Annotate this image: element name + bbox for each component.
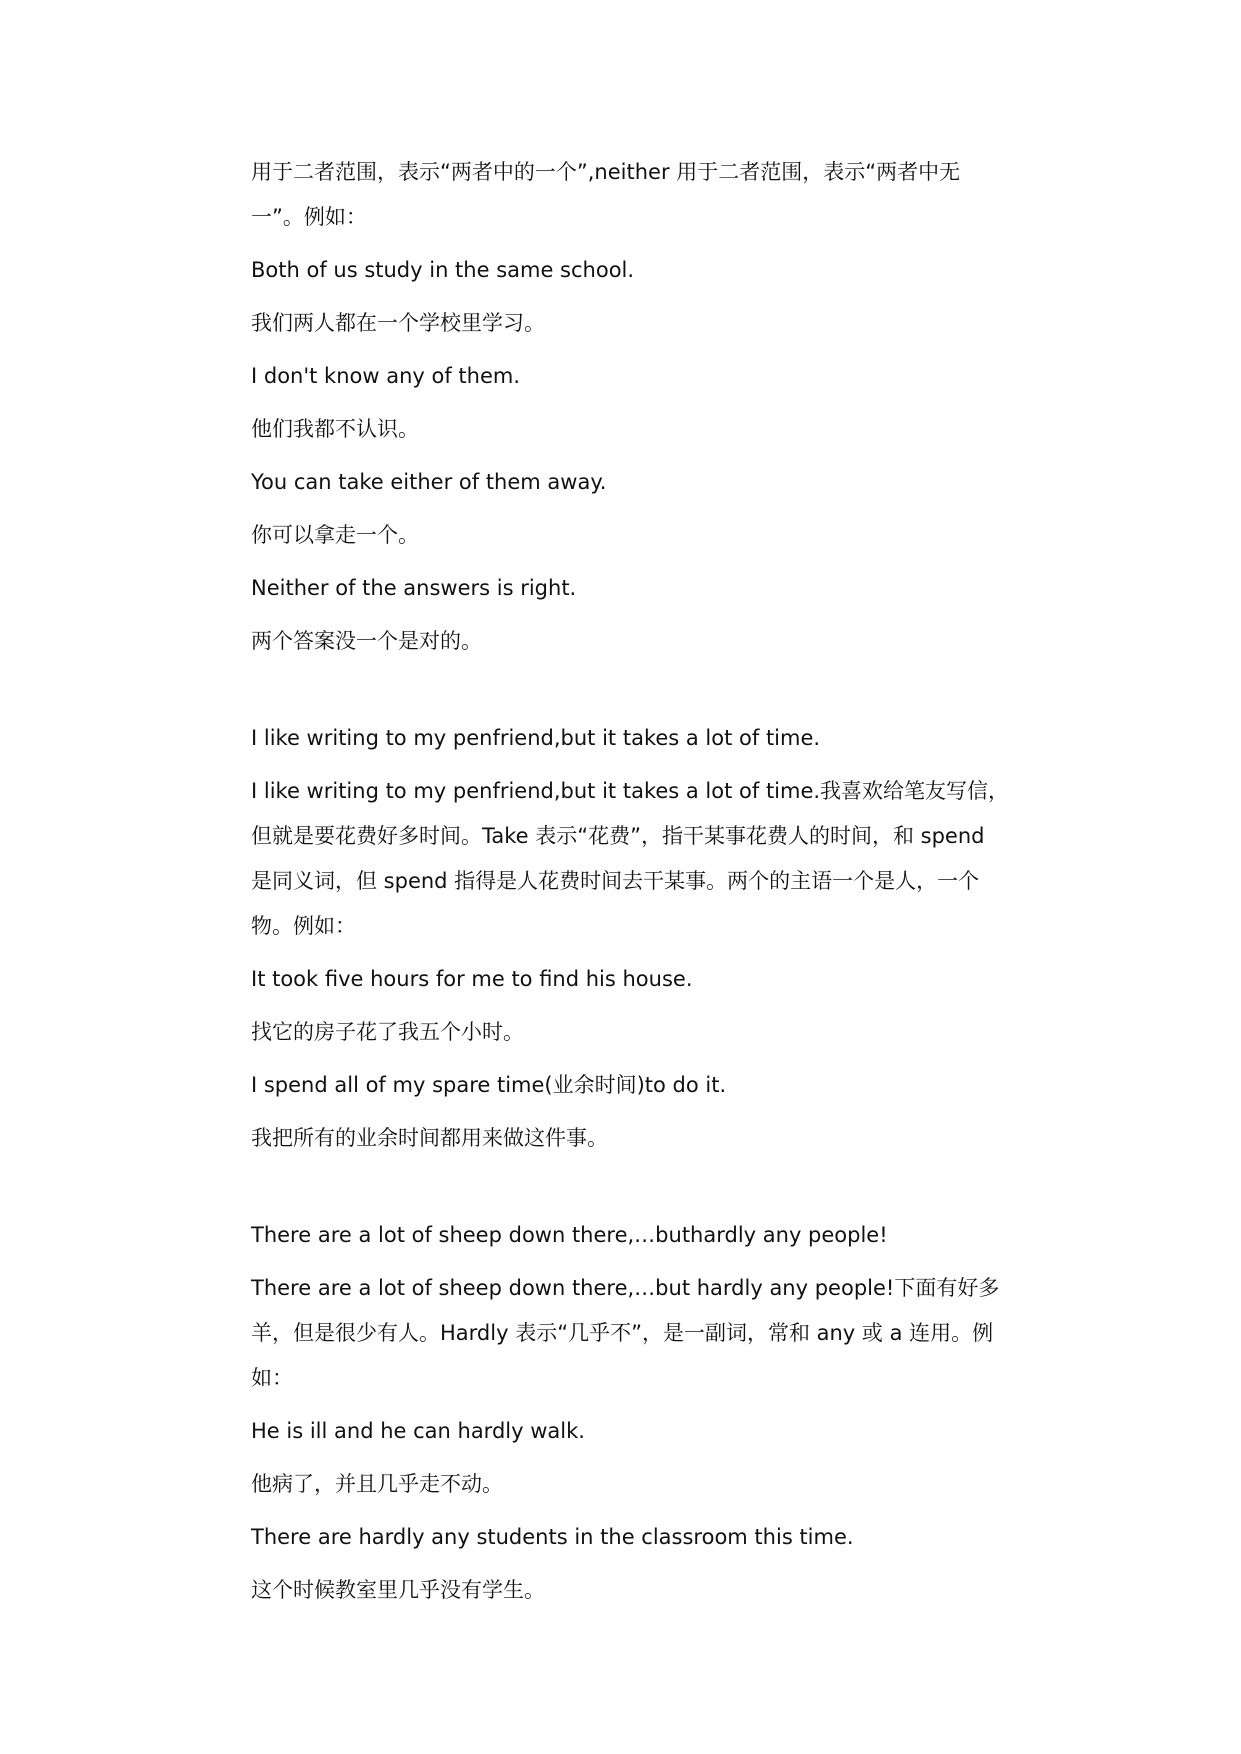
- paragraph: I like writing to my penfriend,but it takes a lot of time.: [251, 726, 821, 750]
- paragraph: He is ill and he can hardly walk.: [251, 1419, 585, 1443]
- document-body: [251, 150, 1011, 1621]
- paragraph: 我们两人都在一个学校里学习。: [251, 311, 545, 335]
- paragraph: 我把所有的业余时间都用来做这件事。: [251, 1126, 608, 1150]
- paragraph: 找它的房子花了我五个小时。: [251, 1020, 524, 1044]
- paragraph: I spend all of my spare time(业余时间)to do it.: [251, 1073, 727, 1097]
- paragraph: There are a lot of sheep down there,…but hardly any people!下面有好多羊，但是很少有人。Hardly 表示“几乎不”，是一副词，常和 any 或 a 连用。例如：: [251, 1276, 1000, 1390]
- paragraph: 两个答案没一个是对的。: [251, 629, 482, 653]
- paragraph-gap: [251, 1169, 1011, 1213]
- paragraph: There are a lot of sheep down there,…buthardly any people!: [251, 1223, 888, 1247]
- paragraph-gap: [251, 672, 1011, 716]
- paragraph: 这个时候教室里几乎没有学生。: [251, 1578, 545, 1602]
- paragraph: Neither of the answers is right.: [251, 576, 577, 600]
- paragraph: 用于二者范围，表示“两者中的一个”,neither 用于二者范围，表示“两者中无一”。例如：: [251, 160, 961, 229]
- paragraph: 他们我都不认识。: [251, 417, 419, 441]
- paragraph: Both of us study in the same school.: [251, 258, 635, 282]
- paragraph: I like writing to my penfriend,but it takes a lot of time.我喜欢给笔友写信，但就是要花费好多时间。Take 表示“花费”，指干某事花费人的时间，和 spend 是同义词，但 spend 指得是人花费时间去干某事。两个的主语一个是人，一个物。例如：: [251, 779, 1010, 938]
- paragraph: It took five hours for me to find his house.: [251, 967, 693, 991]
- paragraph: 他病了，并且几乎走不动。: [251, 1472, 503, 1496]
- paragraph: There are hardly any students in the classroom this time.: [251, 1525, 854, 1549]
- paragraph: I don't know any of them.: [251, 364, 521, 388]
- paragraph: 你可以拿走一个。: [251, 523, 419, 547]
- paragraph: You can take either of them away.: [251, 470, 607, 494]
